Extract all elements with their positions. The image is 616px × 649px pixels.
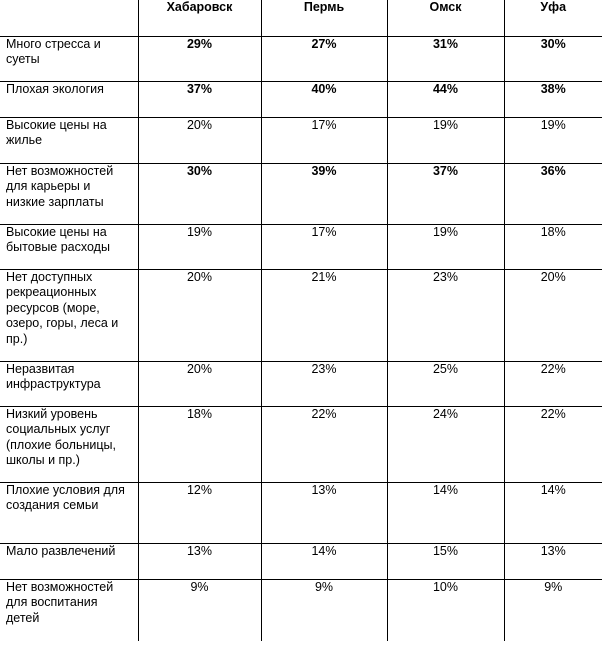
row-label: Нет возможностей для карьеры и низкие зарплаты bbox=[0, 163, 138, 224]
cell-value: 39% bbox=[261, 163, 387, 224]
table-row bbox=[0, 224, 602, 269]
cell-value: 14% bbox=[261, 543, 387, 579]
table-row bbox=[0, 269, 602, 361]
cell-value: 15% bbox=[387, 543, 504, 579]
row-label: Неразвитая инфраструктура bbox=[0, 361, 138, 406]
cell-value: 38% bbox=[504, 81, 602, 117]
column-header-khabarovsk: Хабаровск bbox=[138, 0, 261, 36]
row-label: Мало развлечений bbox=[0, 543, 138, 579]
table-row bbox=[0, 361, 602, 406]
cell-value: 31% bbox=[387, 36, 504, 81]
cell-value: 25% bbox=[387, 361, 504, 406]
cell-value: 23% bbox=[261, 361, 387, 406]
cell-value: 14% bbox=[504, 482, 602, 543]
row-label: Нет возможностей для воспитания детей bbox=[0, 579, 138, 641]
cell-value: 30% bbox=[138, 163, 261, 224]
cell-value: 19% bbox=[387, 224, 504, 269]
row-label: Плохая экология bbox=[0, 81, 138, 117]
cell-value: 13% bbox=[138, 543, 261, 579]
cell-value: 19% bbox=[504, 117, 602, 163]
table-row bbox=[0, 163, 602, 224]
column-header-ufa: Уфа bbox=[540, 0, 567, 14]
cell-value: 37% bbox=[387, 163, 504, 224]
cell-value: 21% bbox=[261, 269, 387, 361]
cell-value: 29% bbox=[138, 36, 261, 81]
cell-value: 20% bbox=[504, 269, 602, 361]
cell-value: 22% bbox=[504, 361, 602, 406]
table-row bbox=[0, 482, 602, 543]
table-row bbox=[0, 543, 602, 579]
table-row bbox=[0, 406, 602, 482]
cell-value: 23% bbox=[387, 269, 504, 361]
table-row bbox=[0, 36, 602, 81]
cell-value: 19% bbox=[387, 117, 504, 163]
cell-value: 22% bbox=[504, 406, 602, 482]
table-row bbox=[0, 579, 602, 641]
cell-value: 40% bbox=[261, 81, 387, 117]
cell-value: 27% bbox=[261, 36, 387, 81]
cell-value: 13% bbox=[504, 543, 602, 579]
cell-value: 18% bbox=[504, 224, 602, 269]
cell-value: 37% bbox=[138, 81, 261, 117]
row-label: Низкий уровень социальных услуг (плохие больницы, школы и пр.) bbox=[0, 406, 138, 482]
cell-value: 14% bbox=[387, 482, 504, 543]
cell-value: 24% bbox=[387, 406, 504, 482]
cell-value: 18% bbox=[138, 406, 261, 482]
cell-value: 17% bbox=[261, 224, 387, 269]
header-row bbox=[0, 0, 602, 36]
table-row bbox=[0, 117, 602, 163]
corner-cell bbox=[0, 0, 138, 36]
cell-value: 36% bbox=[504, 163, 602, 224]
cell-value: 17% bbox=[261, 117, 387, 163]
cell-value: 22% bbox=[261, 406, 387, 482]
cell-value: 9% bbox=[138, 579, 261, 641]
cell-value: 9% bbox=[504, 579, 602, 641]
column-header-perm: Пермь bbox=[261, 0, 387, 36]
row-label: Высокие цены на жилье bbox=[0, 117, 138, 163]
cell-value: 20% bbox=[138, 269, 261, 361]
cell-value: 19% bbox=[138, 224, 261, 269]
cell-value: 9% bbox=[261, 579, 387, 641]
row-label: Много стресса и суеты bbox=[0, 36, 138, 81]
row-label: Высокие цены на бытовые расходы bbox=[0, 224, 138, 269]
row-label: Нет доступных рекреационных ресурсов (море, озеро, горы, леса и пр.) bbox=[0, 269, 138, 361]
cell-value: 13% bbox=[261, 482, 387, 543]
cell-value: 44% bbox=[387, 81, 504, 117]
cell-value: 10% bbox=[387, 579, 504, 641]
cell-value: 30% bbox=[504, 36, 602, 81]
row-label: Плохие условия для создания семьи bbox=[0, 482, 138, 543]
table-row bbox=[0, 81, 602, 117]
cell-value: 20% bbox=[138, 361, 261, 406]
cell-value: 12% bbox=[138, 482, 261, 543]
cell-value: 20% bbox=[138, 117, 261, 163]
column-header-omsk: Омск bbox=[387, 0, 504, 36]
